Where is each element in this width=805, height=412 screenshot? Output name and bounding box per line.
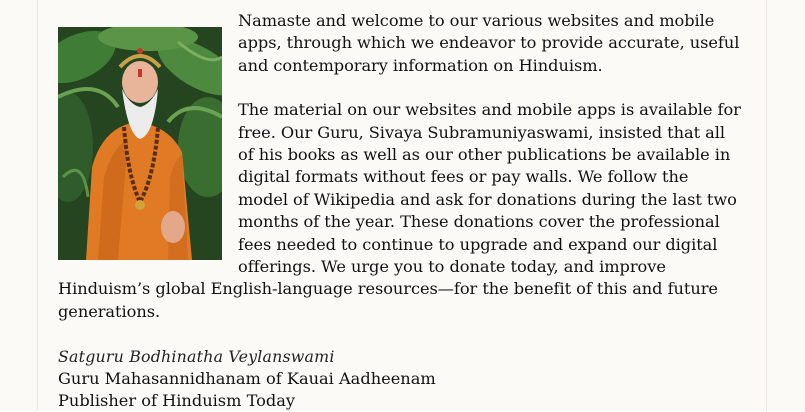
donation-paragraph: The material on our websites and mobile apps is available for free. Our Guru, Sivaya Subramuniyaswami, insisted that all of his books as well as our other publications be available in digital formats without fees or pay walls. We follow the model of Wikipedia and ask for donations during the last two months of the year. These donations cover the professional fees needed to continue to upgrade and expand our digital offerings. We urge you to donate today, and improve Hinduism’s global English-language resources—for the benefit of this and future generations.	[58, 100, 741, 321]
welcome-message	[58, 10, 743, 412]
signature-title: Guru Mahasannidhanam of Kauai Aadheenam	[58, 369, 436, 389]
right-border	[766, 0, 767, 411]
intro-paragraph: Namaste and welcome to our various websites and mobile apps, through which we endeavor to provide accurate, useful and contemporary information on Hinduism.	[238, 11, 740, 75]
signature-block	[58, 323, 743, 412]
signature-name: Satguru Bodhinatha Veylanswami	[58, 347, 335, 367]
signature-subtitle: Publisher of Hinduism Today	[58, 391, 296, 411]
guru-photo	[58, 27, 222, 260]
left-border	[37, 0, 38, 411]
